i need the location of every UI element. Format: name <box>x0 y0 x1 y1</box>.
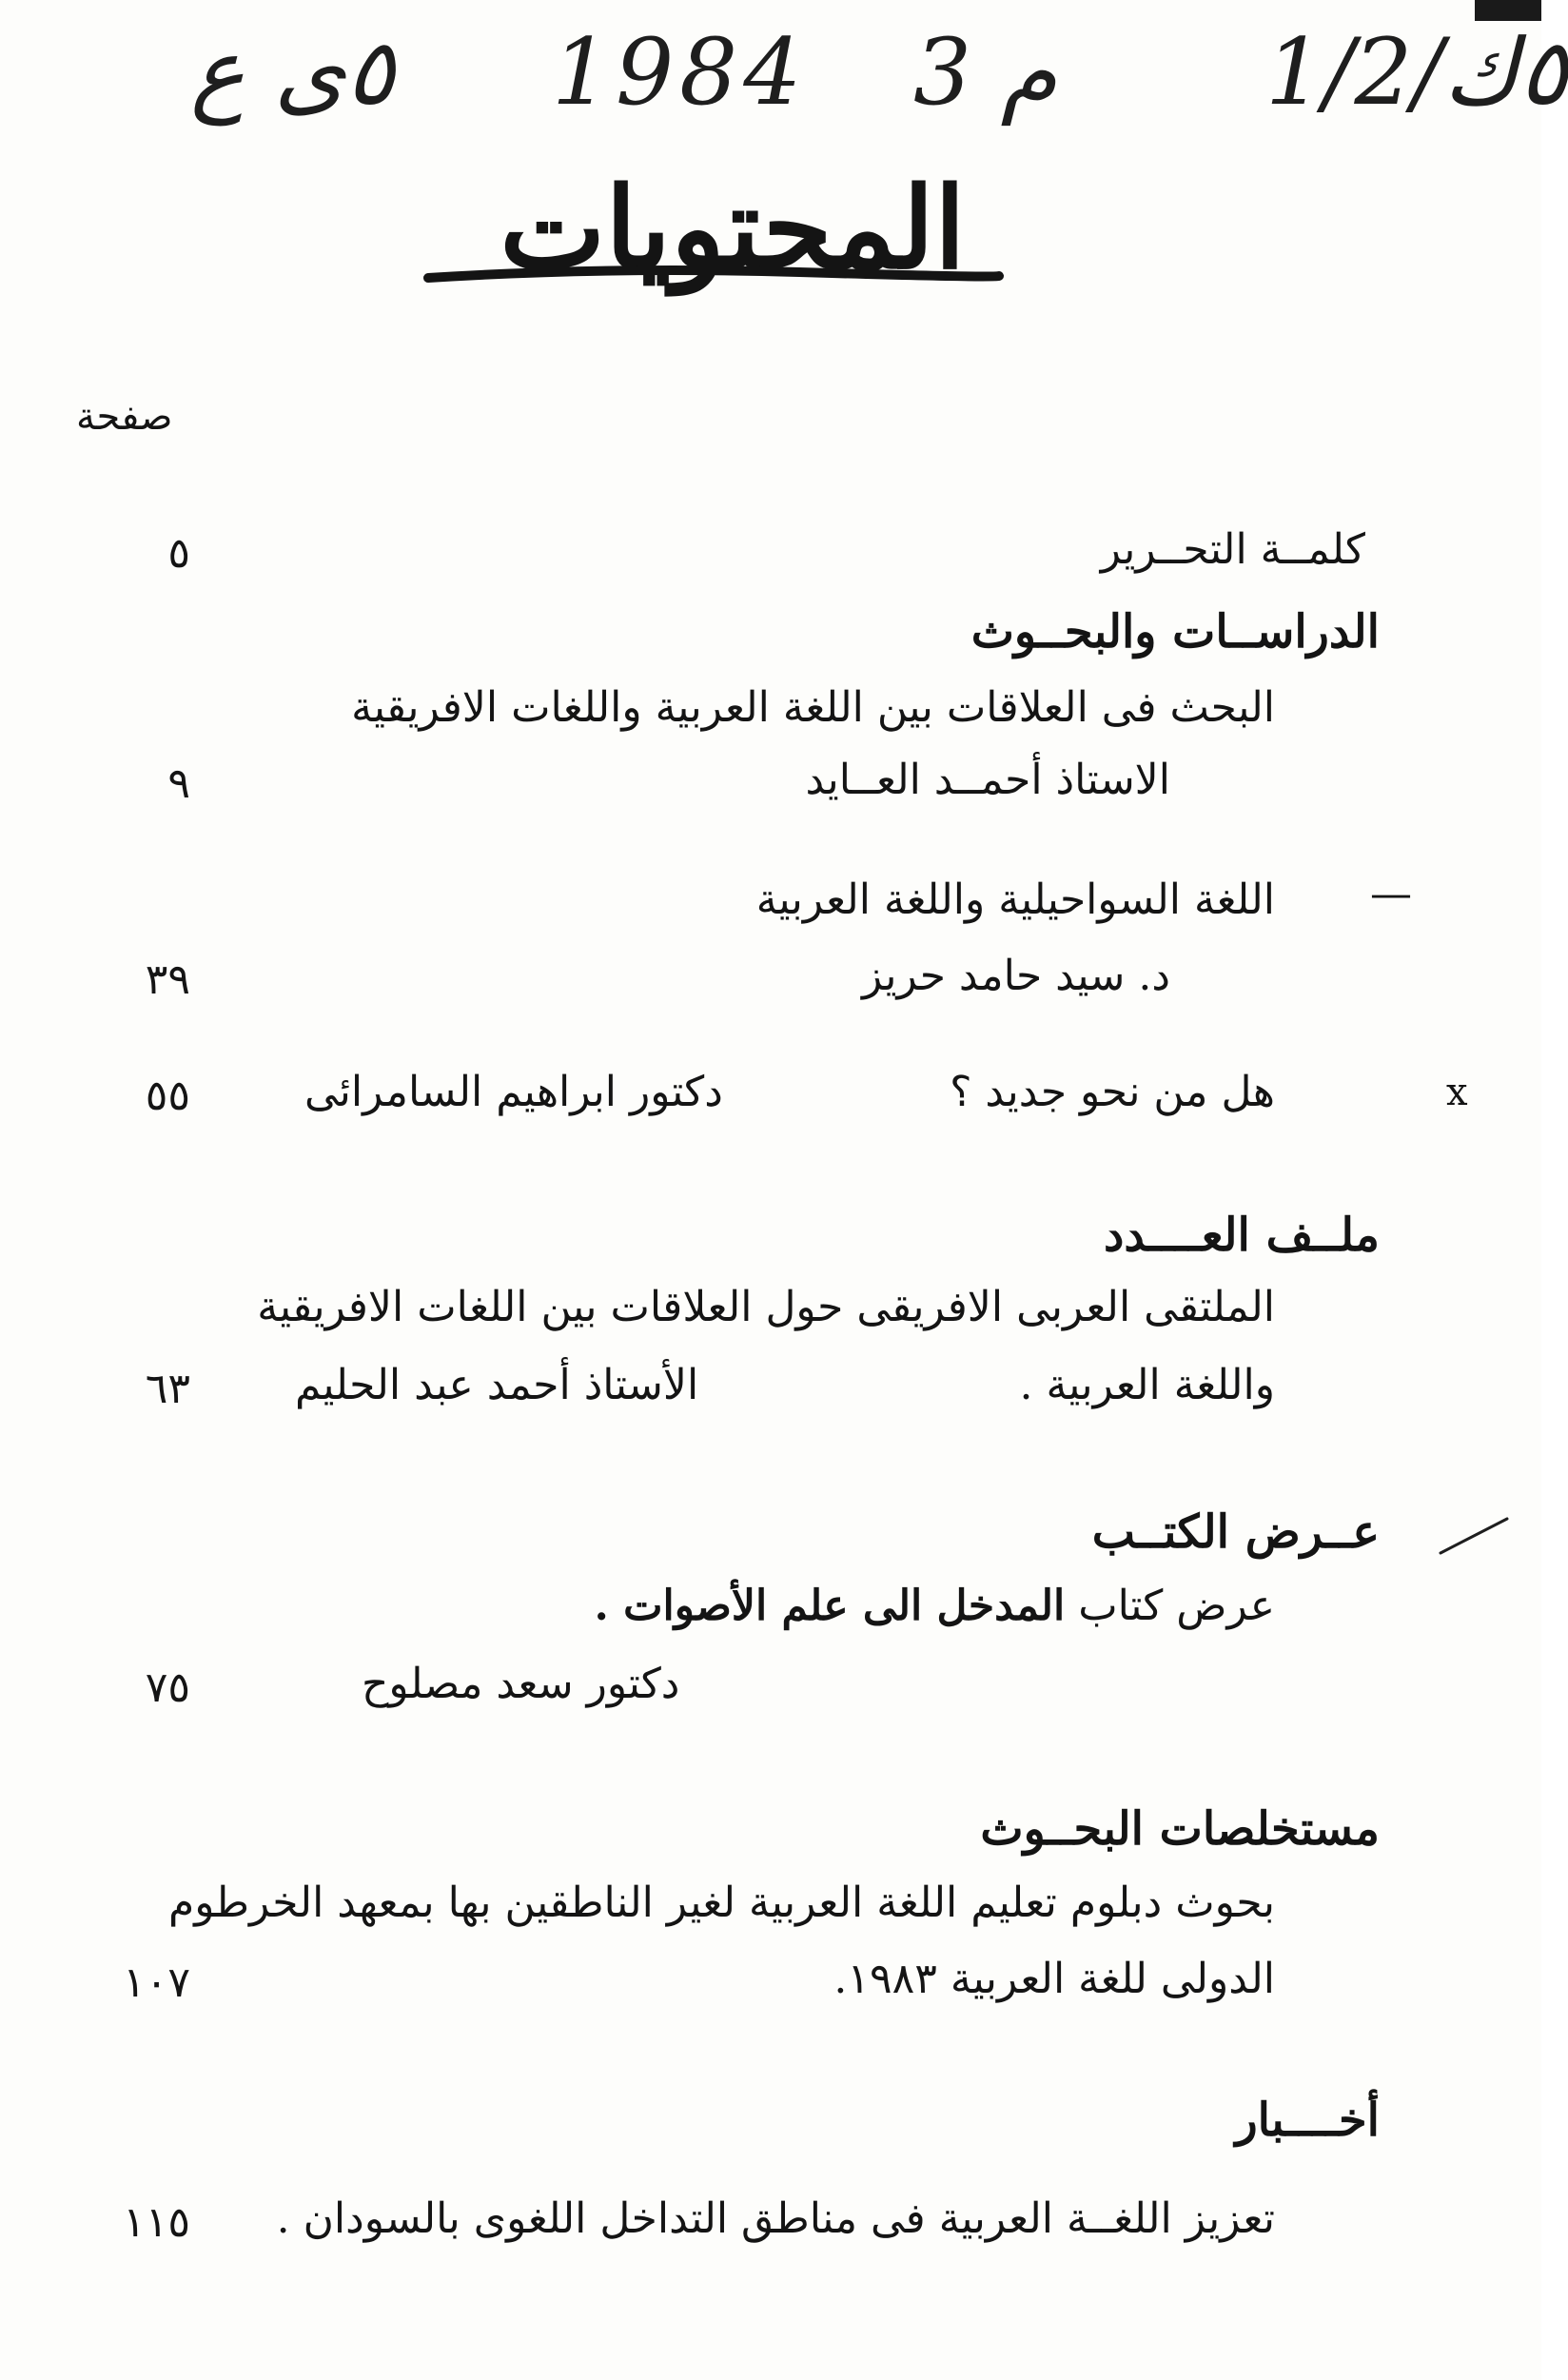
toc-study2-title: اللغة السواحيلية واللغة العربية <box>755 875 1275 924</box>
toc-editorial-title: كلمــة التحــرير <box>1100 525 1365 574</box>
toc-book1-prefix: عرض كتاب <box>1078 1582 1275 1630</box>
scan-edge <box>1475 0 1541 21</box>
toc-editorial-page: ٥ <box>167 529 190 578</box>
toc-file1-author: الأستاذ أحمد عبد الحليم <box>295 1361 699 1409</box>
title-underline <box>419 257 1009 295</box>
toc-book1-author: دكتور سعد مصلوح <box>362 1660 680 1708</box>
handwritten-issue: 3 م <box>913 19 1058 126</box>
toc-file1-page: ٦٣ <box>145 1365 190 1413</box>
toc-file1-line2: واللغة العربية . <box>1019 1361 1275 1409</box>
toc-abstract1-line2: الدولى للغة العربية ١٩٨٣. <box>833 1955 1275 2003</box>
page-title: المحتويات <box>500 162 966 294</box>
toc-study3-title: هل من نحو جديد ؟ <box>950 1068 1275 1116</box>
toc-book1-line <box>594 1582 1275 1630</box>
toc-study1-title: البحث فى العلاقات بين اللغة العربية واللغات الافريقية <box>351 683 1275 732</box>
toc-news1-page: ١١٥ <box>123 2198 190 2247</box>
toc-study2-author: د. سيد حامد حريز <box>861 952 1170 1000</box>
toc-study1-author: الاستاذ أحمــد العــايد <box>805 756 1170 804</box>
toc-book1-title: المدخل الى علم الأصوات . <box>594 1582 1066 1630</box>
handwritten-code: ٥ى ع <box>190 19 395 126</box>
toc-study3-page: ٥٥ <box>145 1072 190 1120</box>
toc-study1-page: ٩ <box>167 759 190 808</box>
toc-file1-line1: الملتقى العربى الافريقى حول العلاقات بين اللغات الافريقية <box>257 1283 1275 1331</box>
toc-news1-title: تعزيز اللغــة العربية فى مناطق التداخل اللغوى بالسودان . <box>276 2194 1275 2243</box>
toc-abstract1-page: ١٠٧ <box>123 1958 190 2007</box>
toc-abstract1-line1: بحوث دبلوم تعليم اللغة العربية لغير الناطقين بها بمعهد الخرطوم <box>168 1878 1275 1927</box>
margin-slash <box>1437 1513 1513 1561</box>
handwritten-year: 1984 <box>552 19 808 126</box>
margin-dash: — <box>1370 870 1412 918</box>
toc-study2-page: ٣٩ <box>145 955 190 1004</box>
section-heading-studies: الدراســات والبحــوث <box>970 605 1380 659</box>
section-heading-books: عــرض الكتــب <box>1091 1505 1380 1559</box>
section-heading-abstracts: مستخلصات البحــوث <box>980 1802 1380 1856</box>
margin-cross: x <box>1446 1071 1468 1114</box>
section-heading-news: أخــــبار <box>1235 2094 1380 2147</box>
toc-study3-author: دكتور ابراهيم السامرائى <box>304 1068 723 1116</box>
section-heading-file: ملــف العــــدد <box>1103 1209 1380 1262</box>
page-column-label: صفحة <box>76 395 173 439</box>
handwritten-shelf: ٥ك/1/2 <box>1265 19 1568 126</box>
toc-book1-page: ٧٥ <box>145 1663 190 1712</box>
